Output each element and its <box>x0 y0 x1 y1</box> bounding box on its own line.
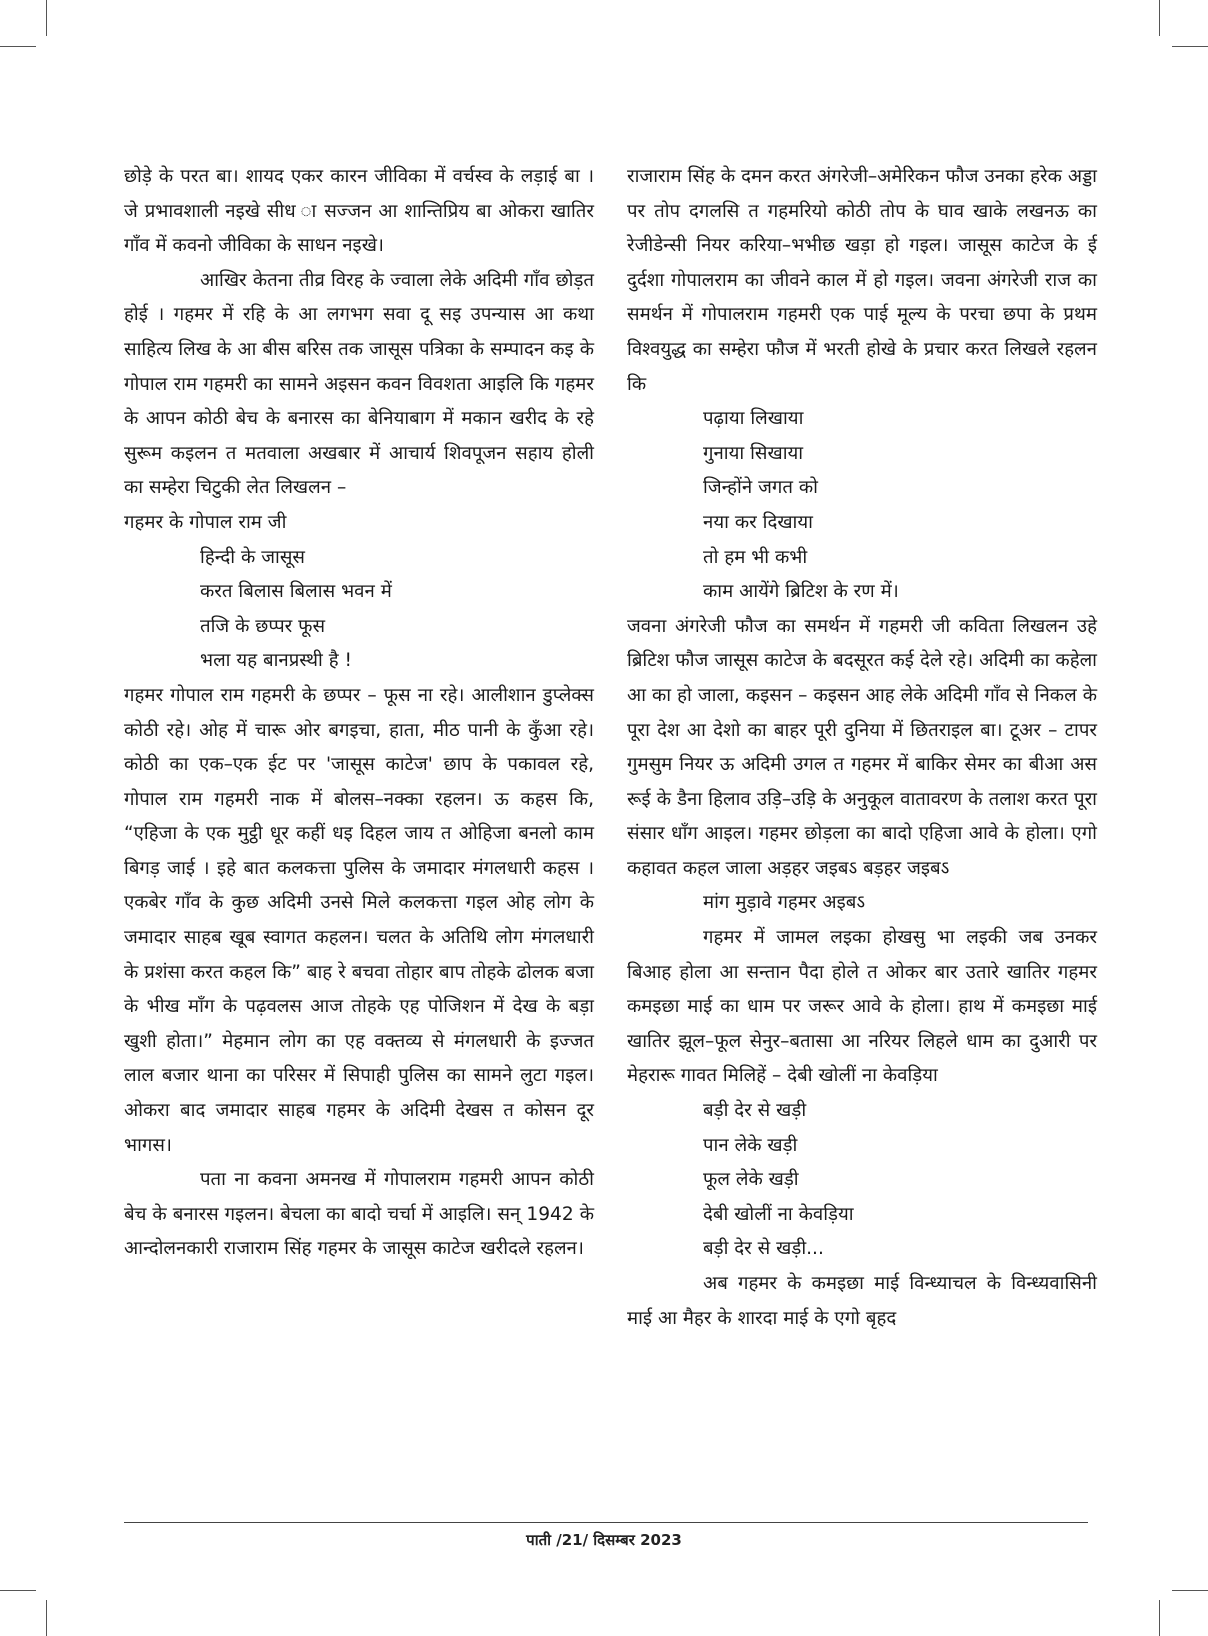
verse-line: नया कर दिखाया <box>703 511 813 533</box>
left-column <box>124 160 594 1267</box>
verse-line: काम आयेंगे ब्रिटिश के रण में। <box>703 581 899 603</box>
verse-line: बड़ी देर से खड़ी <box>703 1100 807 1122</box>
verse-line: फूल लेके खड़ी <box>703 1169 799 1191</box>
crop-mark <box>0 1590 36 1591</box>
paragraph: राजाराम सिंह के दमन करत अंगरेजी–अमेरिकन फौज उनका हरेक अड्डा पर तोप दगलसि त गहमरियो कोठी तोप के घाव खाके लखनऊ का रेजीडेन्सी नियर करिया–भभीछ खड़ा हो गइल। जासूस काटेज के ई दुर्दशा गोपालराम का जीवने काल में हो गइल। जवना अंगरेजी राज का समर्थन में गोपालराम गहमरी एक पाई मूल्य के परचा छपा के प्रथम विश्वयुद्ध का सम्हेरा फौज में भरती होखे के प्रचार करत लिखले रहलन कि <box>627 166 1097 395</box>
verse-line: तजि के छप्पर फूस <box>200 615 326 637</box>
paragraph: आखिर केतना तीव्र विरह के ज्वाला लेके अदिमी गाँव छोड़त होई । गहमर में रहि के आ लगभग सवा दू सइ उपन्यास आ कथा साहित्य लिख के आ बीस बरिस तक जासूस पत्रिका के सम्पादन कइ के गोपाल राम गहमरी का सामने अइसन कवन विवशता आइलि कि गहमर के आपन कोठी बेच के बनारस का बेनियाबाग में मकान खरीद के रहे सुरूम कइलन त मतवाला अखबार में आचार्य शिवपूजन सहाय होली का सम्हेरा चिटुकी लेत लिखलन – <box>124 269 594 499</box>
crop-mark <box>1172 1590 1208 1591</box>
crop-mark <box>1159 0 1160 36</box>
verse-line: तो हम भी कभी <box>703 546 808 568</box>
paragraph: गहमर में जामल लइका होखसु भा लइकी जब उनकर बिआह होला आ सन्तान पैदा होले त ओकर बार उतारे खातिर गहमर कमइछा माई का धाम पर जरूर आवे के होला। हाथ में कमइछा माई खातिर झूल–फूल सेनुर–बतासा आ नरियर लिहले धाम का दुआरी पर मेहरारू गावत मिलिहें – देबी खोलीं ना केवड़िया <box>627 927 1097 1087</box>
paragraph: जवना अंगरेजी फौज का समर्थन में गहमरी जी कविता लिखलन उहे ब्रिटिश फौज जासूस काटेज के बदसूरत कई देले रहे। अदिमी का कहेला आ का हो जाला, कइसन – कइसन आह लेके अदिमी गाँव से निकल के पूरा देश आ देशो का बाहर पूरी दुनिया में छितराइल बा। टूअर – टापर गुमसुम नियर ऊ अदिमी उगल त गहमर में बाकिर सेमर का बीआ अस रूई के डैना हिलाव उड़ि–उड़ि के अनुकूल वातावरण के तलाश करत पूरा संसार धाँग आइल। गहमर छोड़ला का बादो एहिजा आवे के होला। एगो कहावत कहल जाला अड़हर जइबऽ बड़हर जइबऽ <box>627 615 1097 879</box>
verse-line: हिन्दी के जासूस <box>200 546 305 568</box>
paragraph: गहमर गोपाल राम गहमरी के छप्पर – फूस ना रहे। आलीशान डुप्लेक्स कोठी रहे। ओह में चारू ओर बगइचा, हाता, मीठ पानी के कुँआ रहे। कोठी का एक–एक ईट पर 'जासूस काटेज' छाप के पकावल रहे, गोपाल राम गहमरी नाक में बोलस–नक्का रहलन। ऊ कहस कि, “एहिजा के एक मुट्ठी धूर कहीं धइ दिहल जाय त ओहिजा बनलो काम बिगड़ जाई । इहे बात कलकत्ता पुलिस के जमादार मंगलधारी कहस । एकबेर गाँव के कुछ अदिमी उनसे मिले कलकत्ता गइल ओह लोग के जमादार साहब खूब स्वागत कहलन। चलत के अतिथि लोग मंगलधारी के प्रशंसा करत कहल कि” बाह रे बचवा तोहार बाप तोहके ढोलक बजा के भीख माँग के पढ़वलस आज तोहके एह पोजिशन में देख के बड़ा खुशी होता।” मेहमान लोग का एह वक्तव्य से मंगलधारी के इज्जत लाल बजार थाना का परिसर में सिपाही पुलिस का सामने लुटा गइल। ओकरा बाद जमादार साहब गहमर के अदिमी देखस त कोसन दूर भागस। <box>124 684 594 1156</box>
crop-mark <box>0 46 36 47</box>
verse-line: करत बिलास बिलास भवन में <box>200 581 392 603</box>
page-footer: पाती /21/ दिसम्बर 2023 <box>526 1531 682 1549</box>
verse-line: जिन्होंने जगत को <box>703 477 818 499</box>
verse-line: देबी खोलीं ना केवड़िया <box>703 1203 854 1225</box>
crop-mark <box>1172 46 1208 47</box>
verse-line: गुनाया सिखाया <box>703 442 804 464</box>
verse-line: पढ़ाया लिखाया <box>703 408 804 430</box>
paragraph: पता ना कवना अमनख में गोपालराम गहमरी आपन कोठी बेच के बनारस गइलन। बेचला का बादो चर्चा में आइलि। सन् 1942 के आन्दोलनकारी राजाराम सिंह गहमर के जासूस काटेज खरीदले रहलन। <box>124 1169 594 1260</box>
paragraph: अब गहमर के कमइछा माई विन्ध्याचल के विन्ध्यवासिनी माई आ मैहर के शारदा माई के एगो बृहद <box>627 1273 1097 1329</box>
verse-line: पान लेके खड़ी <box>703 1134 798 1156</box>
crop-mark <box>46 0 47 36</box>
verse-line: बड़ी देर से खड़ी... <box>703 1238 824 1260</box>
verse-line: मांग मुड़ावे गहमर अइबऽ <box>703 892 866 914</box>
verse-line: भला यह बानप्रस्थी है ! <box>200 650 353 672</box>
crop-mark <box>46 1600 47 1636</box>
footer-rule <box>124 1522 1088 1523</box>
paragraph: छोड़े के परत बा। शायद एकर कारन जीविका में वर्चस्व के लड़ाई बा । जे प्रभावशाली नइखे सीध ा सज्जन आ शान्तिप्रिय बा ओकरा खातिर गाँव में कवनो जीविका के साधन नइखे। <box>124 166 594 257</box>
right-column <box>627 160 1097 1336</box>
paragraph: गहमर के गोपाल राम जी <box>124 511 287 533</box>
crop-mark <box>1159 1600 1160 1636</box>
